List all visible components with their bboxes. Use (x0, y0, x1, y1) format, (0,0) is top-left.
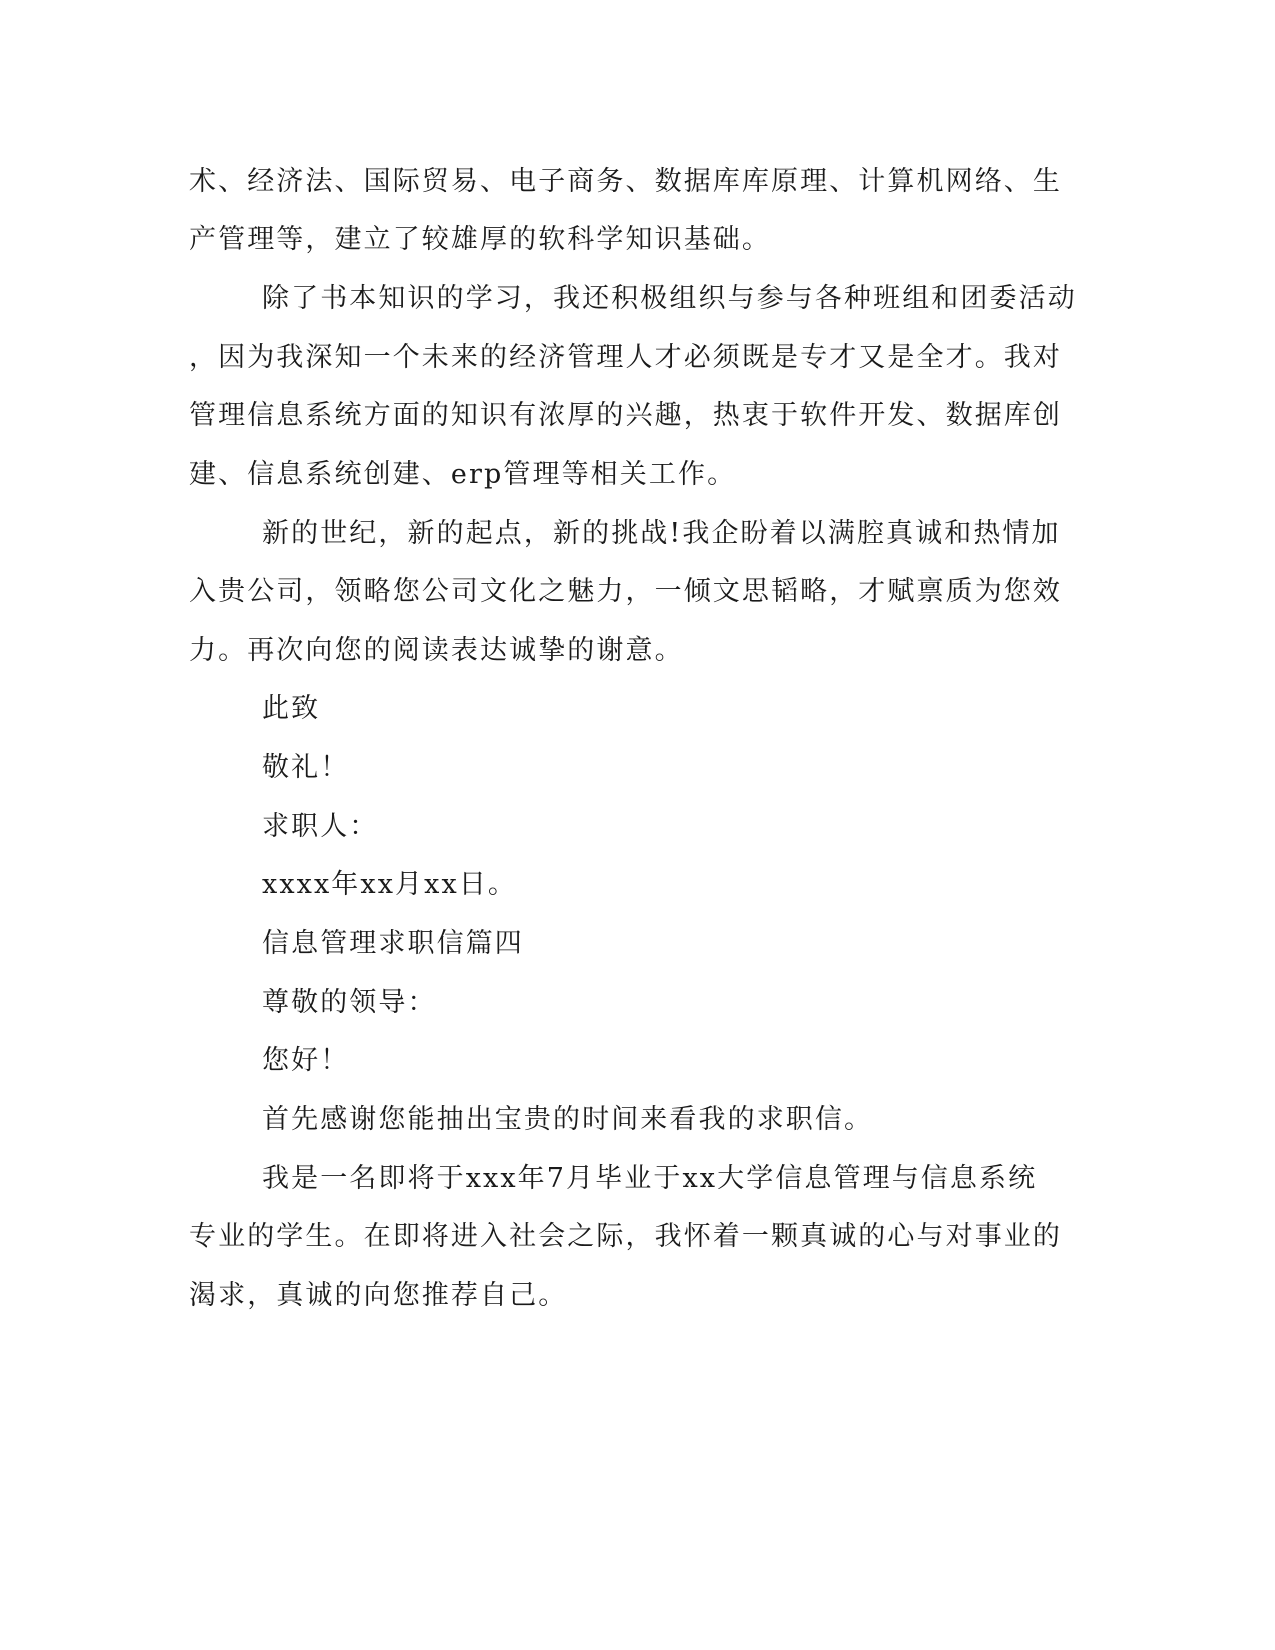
paragraph-start-line: 首先感谢您能抽出宝贵的时间来看我的求职信。 (262, 1104, 874, 1135)
date-line: xxxx年xx月xx日。 (262, 869, 518, 900)
text-line: 渴求，真诚的向您推荐自己。 (189, 1280, 568, 1311)
text-line: 力。再次向您的阅读表达诚挚的谢意。 (189, 635, 684, 666)
text-line: 产管理等，建立了较雄厚的软科学知识基础。 (189, 224, 771, 255)
salutation-line: 敬礼！ (262, 752, 350, 783)
greeting-line: 您好！ (262, 1045, 350, 1076)
paragraph-start-line: 我是一名即将于xxx年7月毕业于xx大学信息管理与信息系统 (262, 1163, 1038, 1194)
section-heading: 信息管理求职信篇四 (262, 928, 524, 959)
paragraph-start-line: 新的世纪，新的起点，新的挑战!我企盼着以满腔真诚和热情加 (262, 518, 1061, 549)
text-line: 管理信息系统方面的知识有浓厚的兴趣，热衷于软件开发、数据库创 (189, 400, 1062, 431)
text-line: 术、经济法、国际贸易、电子商务、数据库库原理、计算机网络、生 (189, 166, 1062, 197)
text-line: 专业的学生。在即将进入社会之际，我怀着一颗真诚的心与对事业的 (189, 1221, 1062, 1252)
closing-line: 此致 (262, 693, 321, 724)
paragraph-start-line: 除了书本知识的学习，我还积极组织与参与各种班组和团委活动 (262, 283, 1077, 314)
text-line: 入贵公司，领略您公司文化之魅力，一倾文思韬略，才赋禀质为您效 (189, 576, 1062, 607)
text-line: ，因为我深知一个未来的经济管理人才必须既是专才又是全才。我对 (189, 342, 1062, 373)
signature-line: 求职人： (262, 811, 379, 842)
greeting-line: 尊敬的领导： (262, 987, 437, 1018)
text-line: 建、信息系统创建、erp管理等相关工作。 (189, 459, 737, 490)
